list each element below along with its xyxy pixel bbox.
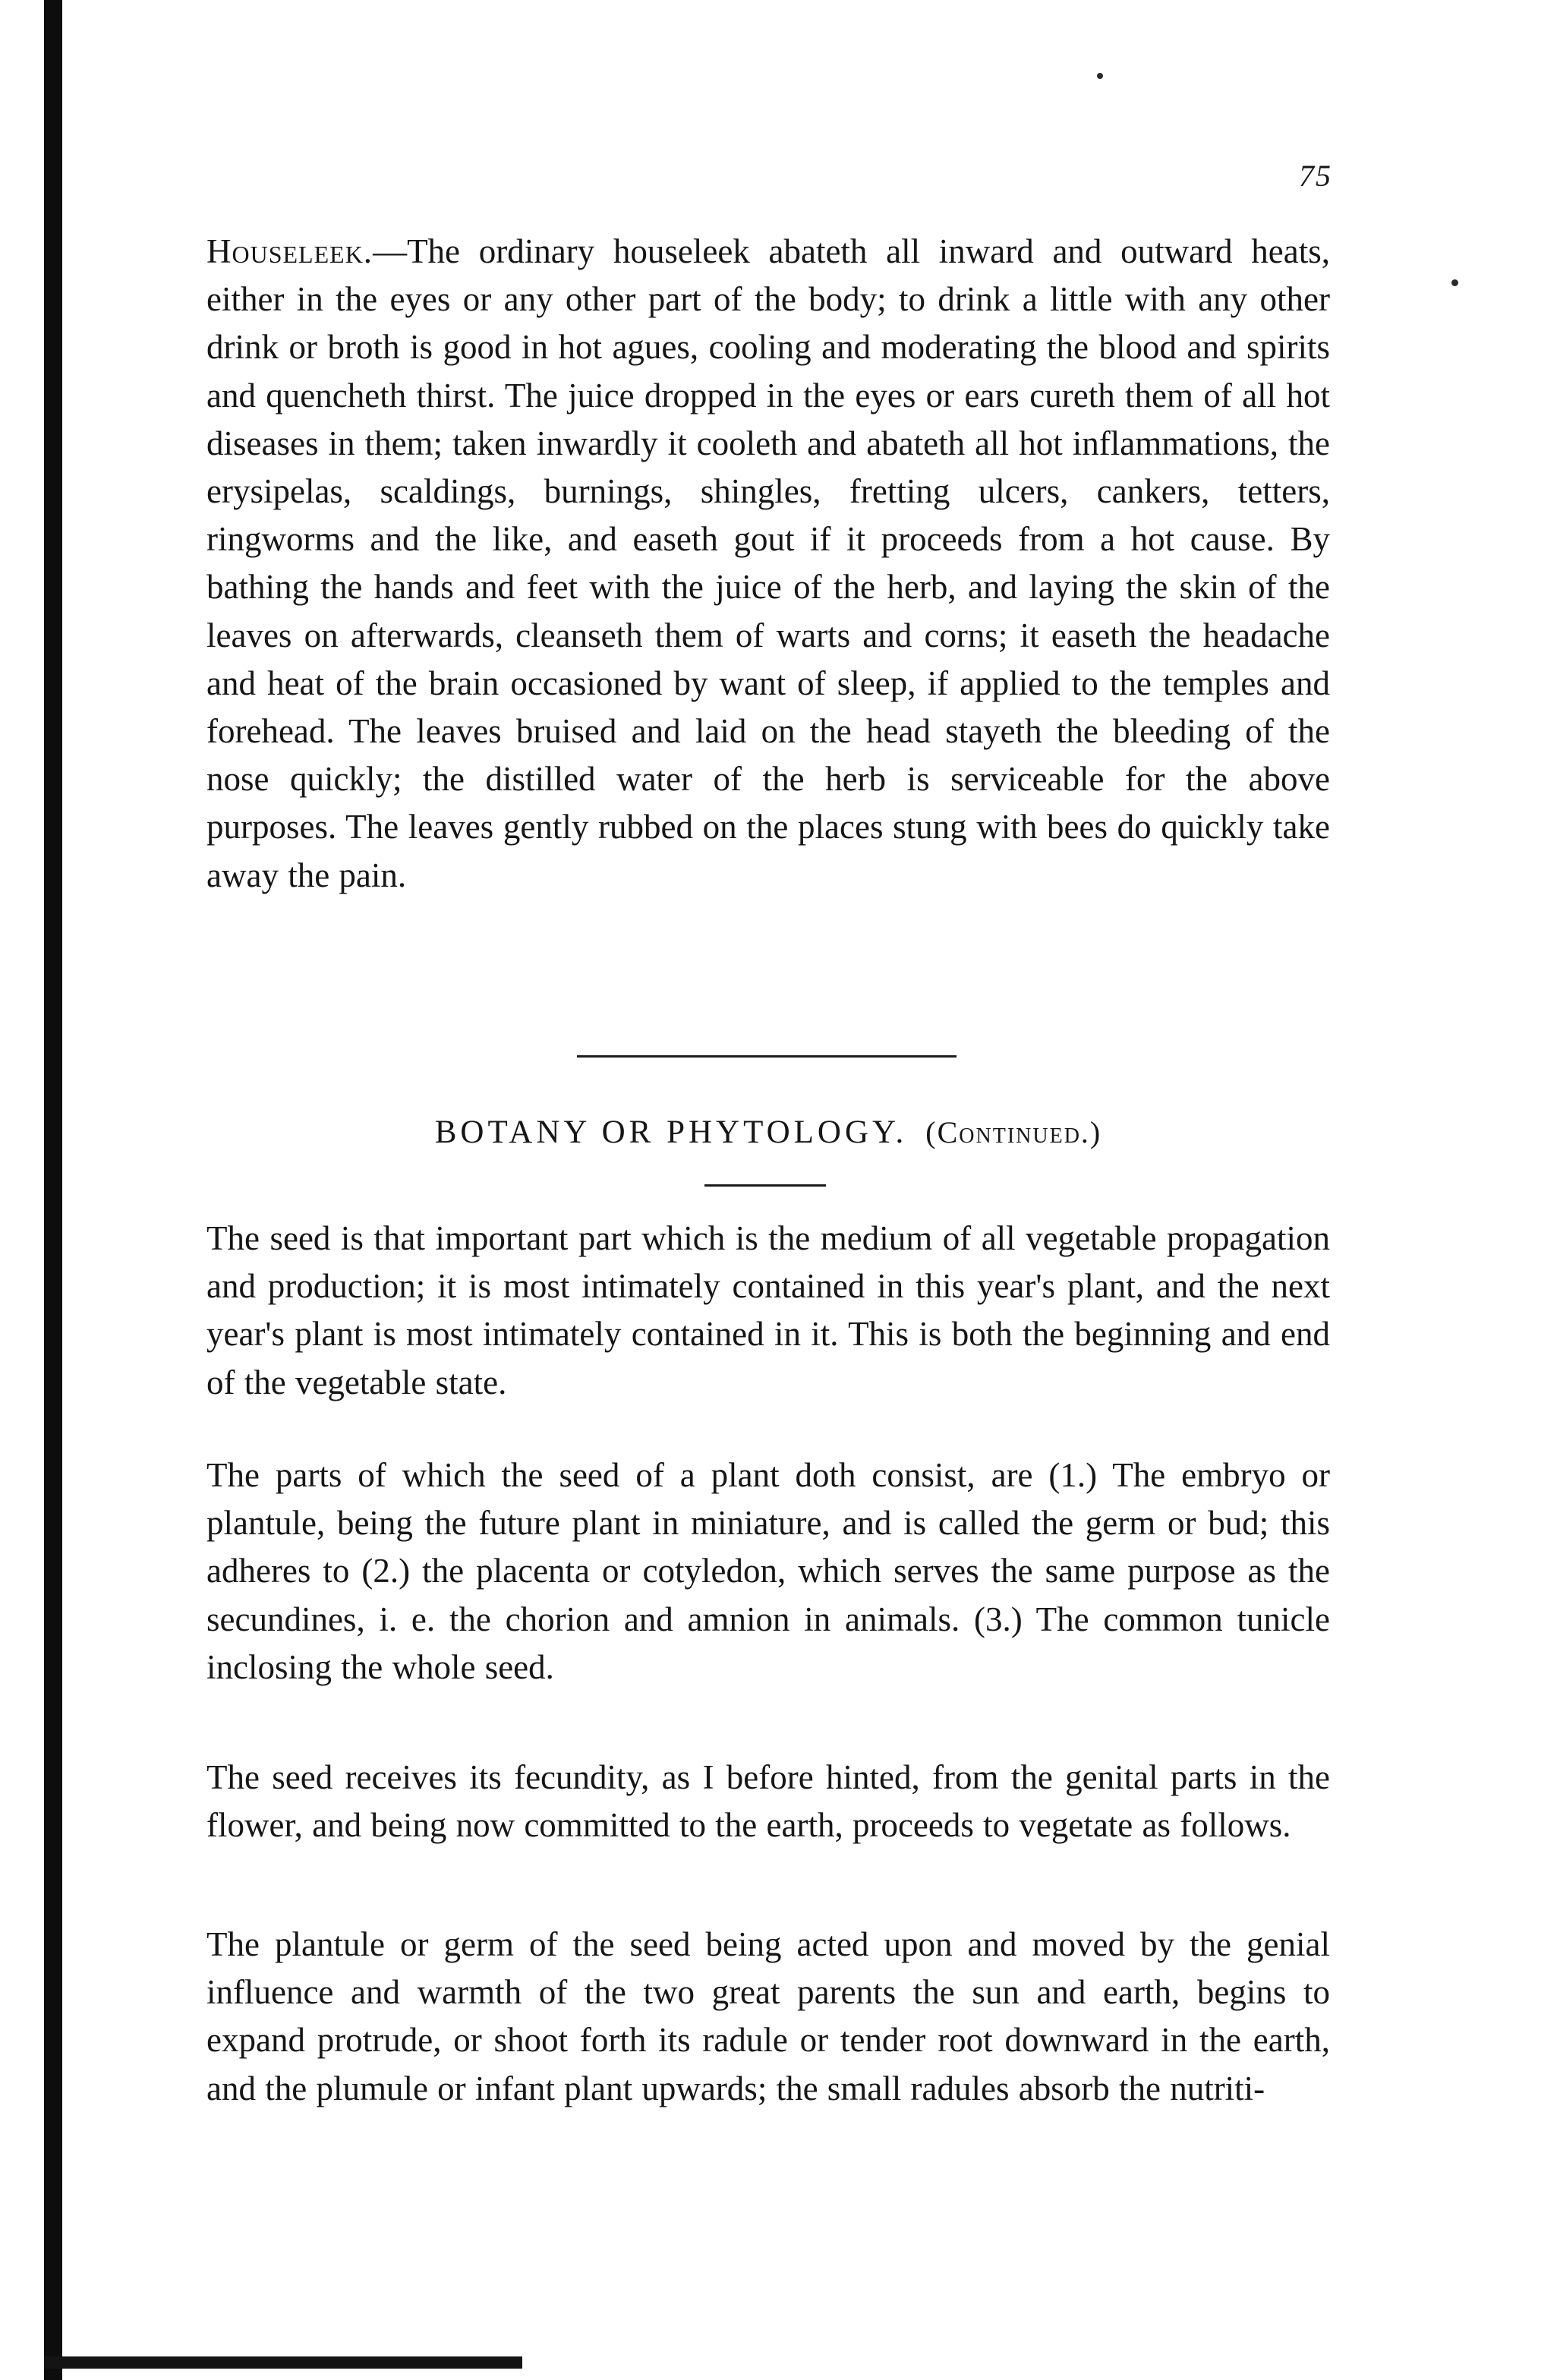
houseleek-entry	[206, 228, 1330, 900]
print-speck	[1451, 279, 1458, 286]
print-speck	[1097, 73, 1103, 79]
page-bottom-edge	[44, 2356, 522, 2369]
section-continued-label: (Continued.)	[925, 1115, 1102, 1149]
houseleek-paragraph	[206, 228, 1330, 900]
section-title: BOTANY OR PHYTOLOGY.	[434, 1114, 908, 1150]
entry-lead-word: Houseleek.	[206, 232, 373, 270]
page-binding-edge	[44, 0, 62, 2380]
botany-paragraph-1	[206, 1215, 1330, 1407]
botany-paragraph-3	[206, 1754, 1330, 1849]
botany-paragraph-2	[206, 1452, 1330, 1691]
body-paragraph: The plantule or germ of the seed being acted upon and moved by the genial influence and warmth of the two great parents the sun and earth, begins to expand protrude, or shoot forth its radule or tender root downward in the earth, and the plumule or infant plant upwards; the small radules absorb the nutriti-	[206, 1925, 1330, 2107]
page-number: 75	[1299, 159, 1332, 193]
houseleek-text: —The ordinary houseleek abateth all inward and outward heats, either in the eyes or any other part of the body; to drink a little with any other drink or broth is good in hot agues, cooling and moderating the blood and spirits and quencheth thirst. The juice dropped in the eyes or ears cureth them of all hot diseases in them; taken inwardly it cooleth and abateth all hot inflammations, the erysipelas, scaldings, burnings, shingles, fretting ulcers, cankers, tetters, ringworms and the like, and easeth gout if it proceeds from a hot cause. By bathing the hands and feet with the juice of the herb, and laying the skin of the leaves on afterwards, cleanseth them of warts and corns; it easeth the headache and heat of the brain occasioned by want of sleep, if applied to the temples and forehead. The leaves bruised and laid on the head stayeth the bleeding of the nose quickly; the distilled water of the herb is serviceable for the above purposes. The leaves gently rubbed on the places stung with bees do quickly take away the pain.	[206, 232, 1330, 894]
botany-paragraph-4	[206, 1921, 1330, 2113]
section-heading	[206, 1110, 1330, 1155]
body-paragraph: The parts of which the seed of a plant doth consist, are (1.) The embryo or plantule, being the future plant in miniature, and is called the germ or bud; this adheres to (2.) the placenta or cotyledon, which serves the same purpose as the secundines, i. e. the chorion and amnion in animals. (3.) The common tunicle inclosing the whole seed.	[206, 1456, 1330, 1686]
heading-underline	[704, 1184, 826, 1187]
section-divider	[577, 1055, 956, 1058]
body-paragraph: The seed receives its fecundity, as I before hinted, from the genital parts in the flower, and being now committed to the earth, proceeds to vegetate as follows.	[206, 1758, 1330, 1845]
body-paragraph: The seed is that important part which is the medium of all vegetable propagation and production; it is most intimately contained in this year's plant, and the next year's plant is most intimately contained in it. This is both the beginning and end of the vegetable state.	[206, 1219, 1330, 1401]
